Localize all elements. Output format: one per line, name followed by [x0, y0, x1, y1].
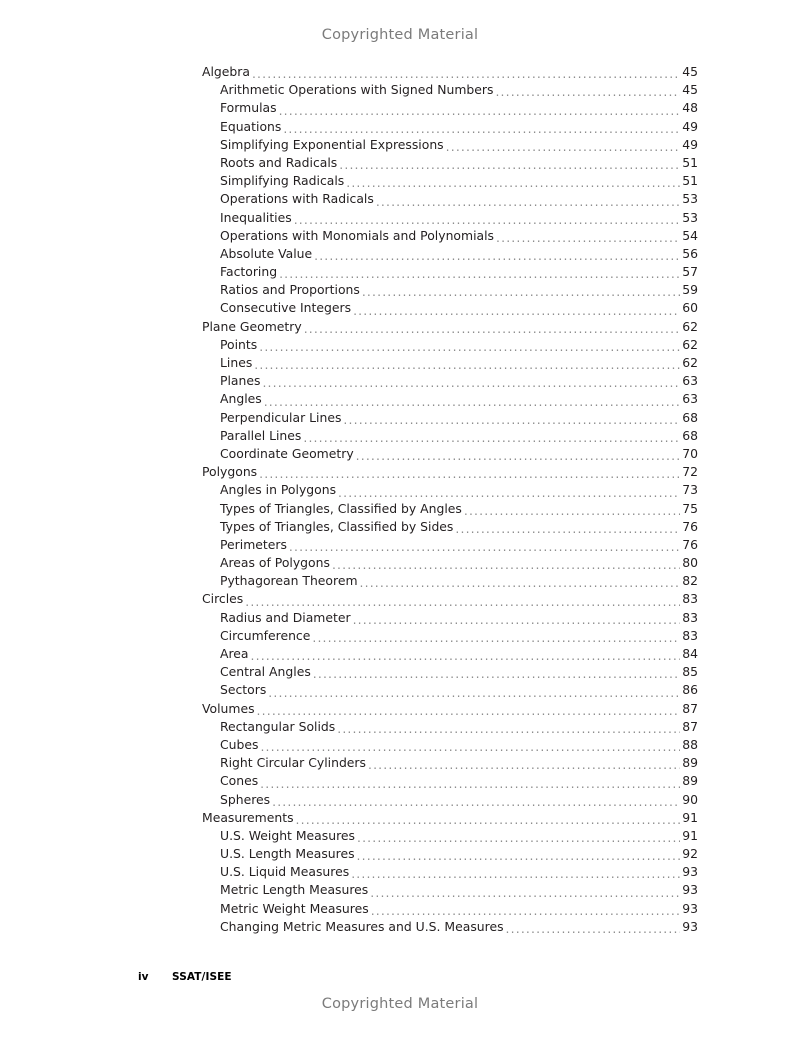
toc-dot-leader: [351, 867, 680, 881]
toc-entry-page-number: 63: [682, 391, 698, 407]
toc-entry-page-number: 87: [682, 718, 698, 734]
toc-entry[interactable]: [202, 700, 698, 718]
toc-entry-page-number: 48: [682, 100, 698, 116]
toc-entry-title: Arithmetic Operations with Signed Numbers: [220, 82, 494, 98]
toc-dot-leader: [455, 522, 680, 536]
toc-entry-title: Inequalities: [220, 209, 292, 225]
toc-entry[interactable]: [202, 318, 698, 336]
table-of-contents: [202, 63, 698, 936]
toc-entry-page-number: 59: [682, 282, 698, 298]
toc-entry[interactable]: [202, 299, 698, 317]
toc-entry-page-number: 86: [682, 682, 698, 698]
toc-entry-title: Perimeters: [220, 536, 287, 552]
toc-entry[interactable]: [202, 845, 698, 863]
toc-entry-page-number: 93: [682, 864, 698, 880]
toc-entry-page-number: 60: [682, 300, 698, 316]
folio-book-title: SSAT/ISEE: [172, 971, 232, 983]
toc-dot-leader: [360, 576, 680, 590]
toc-entry-title: Sectors: [220, 682, 267, 698]
toc-entry-title: Ratios and Proportions: [220, 282, 360, 298]
toc-entry-page-number: 63: [682, 373, 698, 389]
toc-entry-title: Metric Weight Measures: [220, 900, 369, 916]
toc-entry[interactable]: [202, 390, 698, 408]
toc-entry-title: Formulas: [220, 100, 277, 116]
toc-dot-leader: [260, 740, 680, 754]
toc-entry[interactable]: [202, 227, 698, 245]
toc-dot-leader: [339, 158, 680, 172]
toc-entry-title: Perpendicular Lines: [220, 409, 342, 425]
toc-dot-leader: [506, 922, 680, 936]
toc-entry-title: Lines: [220, 355, 253, 370]
toc-entry-page-number: 91: [682, 809, 698, 825]
toc-dot-leader: [376, 195, 680, 209]
toc-entry-title: Measurements: [202, 809, 294, 825]
toc-entry-page-number: 85: [682, 664, 698, 680]
toc-entry[interactable]: [202, 827, 698, 845]
toc-entry-page-number: 49: [682, 118, 698, 134]
toc-entry[interactable]: [202, 136, 698, 154]
toc-entry-title: Planes: [220, 373, 261, 389]
toc-entry[interactable]: [202, 736, 698, 754]
toc-dot-leader: [294, 213, 680, 227]
toc-entry[interactable]: [202, 281, 698, 299]
page-footer: [138, 971, 232, 983]
toc-entry-page-number: 54: [682, 227, 698, 243]
toc-entry-title: Cubes: [220, 736, 259, 752]
toc-entry-title: Right Circular Cylinders: [220, 755, 366, 771]
toc-entry-title: Cones: [220, 773, 259, 789]
toc-entry[interactable]: [202, 918, 698, 936]
toc-dot-leader: [259, 340, 680, 354]
toc-entry-page-number: 89: [682, 755, 698, 771]
toc-entry[interactable]: [202, 409, 698, 427]
toc-entry-title: Types of Triangles, Classified by Sides: [220, 518, 454, 534]
toc-entry-title: Algebra: [202, 64, 250, 79]
toc-entry-page-number: 91: [682, 827, 698, 843]
toc-entry[interactable]: [202, 754, 698, 772]
toc-dot-leader: [304, 322, 680, 336]
toc-dot-leader: [262, 376, 680, 390]
toc-dot-leader: [279, 267, 680, 281]
toc-entry-page-number: 49: [682, 136, 698, 152]
toc-entry-title: Volumes: [202, 700, 255, 716]
toc-entry[interactable]: [202, 900, 698, 918]
toc-entry[interactable]: [202, 63, 698, 81]
toc-entry-title: Plane Geometry: [202, 318, 302, 334]
toc-dot-leader: [314, 249, 680, 263]
toc-entry-page-number: 73: [682, 482, 698, 498]
running-head-bottom: Copyrighted Material: [321, 996, 479, 1012]
toc-entry[interactable]: [202, 518, 698, 536]
toc-entry-page-number: 76: [682, 536, 698, 552]
toc-entry-page-number: 89: [682, 773, 698, 789]
toc-entry-page-number: 75: [682, 500, 698, 516]
toc-dot-leader: [289, 540, 680, 554]
toc-dot-leader: [279, 104, 680, 118]
toc-entry-title: Parallel Lines: [220, 427, 302, 443]
folio-page-number: iv: [138, 971, 149, 983]
toc-entry[interactable]: [202, 118, 698, 136]
toc-entry-title: Simplifying Exponential Expressions: [220, 136, 444, 152]
toc-dot-leader: [370, 886, 680, 900]
toc-entry[interactable]: [202, 445, 698, 463]
toc-dot-leader: [346, 176, 680, 190]
toc-entry-page-number: 84: [682, 646, 698, 661]
toc-entry-title: U.S. Liquid Measures: [220, 864, 350, 880]
toc-entry-page-number: 45: [682, 82, 698, 98]
toc-dot-leader: [283, 122, 680, 136]
toc-entry[interactable]: [202, 809, 698, 827]
toc-dot-leader: [357, 849, 680, 863]
toc-entry-page-number: 51: [682, 154, 698, 170]
toc-entry-page-number: 82: [682, 573, 698, 589]
toc-entry-title: Radius and Diameter: [220, 609, 351, 625]
toc-entry[interactable]: [202, 154, 698, 172]
toc-entry-title: Operations with Radicals: [220, 191, 374, 207]
toc-entry-page-number: 57: [682, 264, 698, 280]
toc-entry[interactable]: [202, 881, 698, 899]
toc-entry[interactable]: [202, 554, 698, 572]
toc-entry-title: Metric Length Measures: [220, 882, 369, 898]
toc-entry[interactable]: [202, 245, 698, 263]
toc-entry-page-number: 76: [682, 518, 698, 534]
toc-entry[interactable]: [202, 372, 698, 390]
toc-entry[interactable]: [202, 209, 698, 227]
toc-entry[interactable]: [202, 99, 698, 117]
toc-entry-page-number: 62: [682, 336, 698, 352]
toc-entry-title: Simplifying Radicals: [220, 173, 345, 189]
toc-dot-leader: [245, 595, 680, 609]
toc-dot-leader: [337, 722, 680, 736]
toc-entry-page-number: 80: [682, 555, 698, 571]
toc-entry[interactable]: [202, 772, 698, 790]
toc-entry-page-number: 88: [682, 736, 698, 752]
toc-entry-title: Points: [220, 336, 258, 352]
toc-dot-leader: [312, 631, 680, 645]
toc-entry-page-number: 83: [682, 627, 698, 643]
toc-dot-leader: [362, 285, 680, 299]
toc-dot-leader: [357, 831, 680, 845]
toc-entry-page-number: 72: [682, 464, 698, 480]
running-head-top: Copyrighted Material: [321, 27, 479, 43]
toc-entry-title: Equations: [220, 118, 282, 134]
toc-dot-leader: [259, 467, 680, 481]
toc-entry[interactable]: [202, 572, 698, 590]
toc-entry[interactable]: [202, 536, 698, 554]
toc-dot-leader: [368, 758, 680, 772]
toc-entry[interactable]: [202, 718, 698, 736]
toc-dot-leader: [257, 704, 680, 718]
toc-entry[interactable]: [202, 791, 698, 809]
toc-dot-leader: [296, 813, 680, 827]
toc-dot-leader: [251, 649, 680, 663]
toc-dot-leader: [252, 67, 680, 81]
toc-dot-leader: [303, 431, 680, 445]
toc-entry-page-number: 51: [682, 173, 698, 189]
toc-entry-title: Operations with Monomials and Polynomials: [220, 227, 495, 243]
toc-entry-page-number: 87: [682, 700, 698, 716]
toc-dot-leader: [353, 304, 680, 318]
toc-entry[interactable]: [202, 172, 698, 190]
toc-entry[interactable]: [202, 354, 698, 372]
toc-entry-page-number: 62: [682, 355, 698, 370]
toc-entry-title: Pythagorean Theorem: [220, 573, 358, 589]
toc-entry-page-number: 93: [682, 918, 698, 934]
toc-entry[interactable]: [202, 627, 698, 645]
toc-entry-page-number: 83: [682, 591, 698, 607]
toc-entry-title: Angles: [220, 391, 262, 407]
toc-entry[interactable]: [202, 663, 698, 681]
toc-entry-title: Factoring: [220, 264, 278, 280]
toc-entry-page-number: 62: [682, 318, 698, 334]
toc-dot-leader: [268, 686, 680, 700]
toc-dot-leader: [272, 795, 680, 809]
toc-entry[interactable]: [202, 863, 698, 881]
toc-entry-title: Central Angles: [220, 664, 311, 680]
toc-dot-leader: [332, 558, 680, 572]
toc-entry-page-number: 70: [682, 445, 698, 461]
toc-entry[interactable]: [202, 336, 698, 354]
toc-entry[interactable]: [202, 590, 698, 608]
toc-entry-title: Types of Triangles, Classified by Angles: [220, 500, 462, 516]
toc-entry-page-number: 45: [682, 64, 698, 79]
toc-entry[interactable]: [202, 500, 698, 518]
toc-dot-leader: [371, 904, 680, 918]
toc-entry-page-number: 93: [682, 882, 698, 898]
toc-entry-page-number: 90: [682, 791, 698, 807]
toc-entry-title: Area: [220, 646, 249, 661]
toc-entry-title: Circles: [202, 591, 244, 607]
toc-dot-leader: [338, 486, 680, 500]
toc-dot-leader: [313, 667, 680, 681]
toc-dot-leader: [260, 777, 680, 791]
toc-entry-title: U.S. Weight Measures: [220, 827, 355, 843]
toc-entry-title: Polygons: [202, 464, 258, 480]
toc-entry-title: Spheres: [220, 791, 271, 807]
toc-entry-title: Areas of Polygons: [220, 555, 330, 571]
toc-entry[interactable]: [202, 81, 698, 99]
toc-entry-page-number: 83: [682, 609, 698, 625]
toc-dot-leader: [353, 613, 680, 627]
toc-entry-page-number: 92: [682, 846, 698, 862]
toc-dot-leader: [495, 85, 680, 99]
toc-entry-title: Consecutive Integers: [220, 300, 352, 316]
toc-entry-title: U.S. Length Measures: [220, 846, 355, 862]
toc-dot-leader: [264, 395, 680, 409]
toc-entry-title: Roots and Radicals: [220, 154, 338, 170]
toc-entry[interactable]: [202, 645, 698, 663]
toc-dot-leader: [496, 231, 680, 245]
toc-entry[interactable]: [202, 681, 698, 699]
toc-dot-leader: [254, 358, 680, 372]
toc-entry-page-number: 53: [682, 209, 698, 225]
toc-entry-page-number: 93: [682, 900, 698, 916]
toc-entry-page-number: 53: [682, 191, 698, 207]
toc-entry-title: Changing Metric Measures and U.S. Measures: [220, 918, 504, 934]
toc-entry[interactable]: [202, 190, 698, 208]
toc-entry-page-number: 68: [682, 427, 698, 443]
toc-entry[interactable]: [202, 463, 698, 481]
toc-entry[interactable]: [202, 609, 698, 627]
toc-entry-title: Rectangular Solids: [220, 718, 336, 734]
toc-entry-title: Circumference: [220, 627, 311, 643]
toc-entry[interactable]: [202, 427, 698, 445]
toc-dot-leader: [356, 449, 680, 463]
toc-entry-page-number: 68: [682, 409, 698, 425]
toc-dot-leader: [343, 413, 680, 427]
toc-entry-title: Absolute Value: [220, 245, 313, 261]
toc-entry-title: Angles in Polygons: [220, 482, 337, 498]
toc-dot-leader: [446, 140, 680, 154]
toc-dot-leader: [464, 504, 680, 518]
toc-entry[interactable]: [202, 263, 698, 281]
toc-entry-page-number: 56: [682, 245, 698, 261]
toc-entry[interactable]: [202, 481, 698, 499]
toc-entry-title: Coordinate Geometry: [220, 445, 354, 461]
